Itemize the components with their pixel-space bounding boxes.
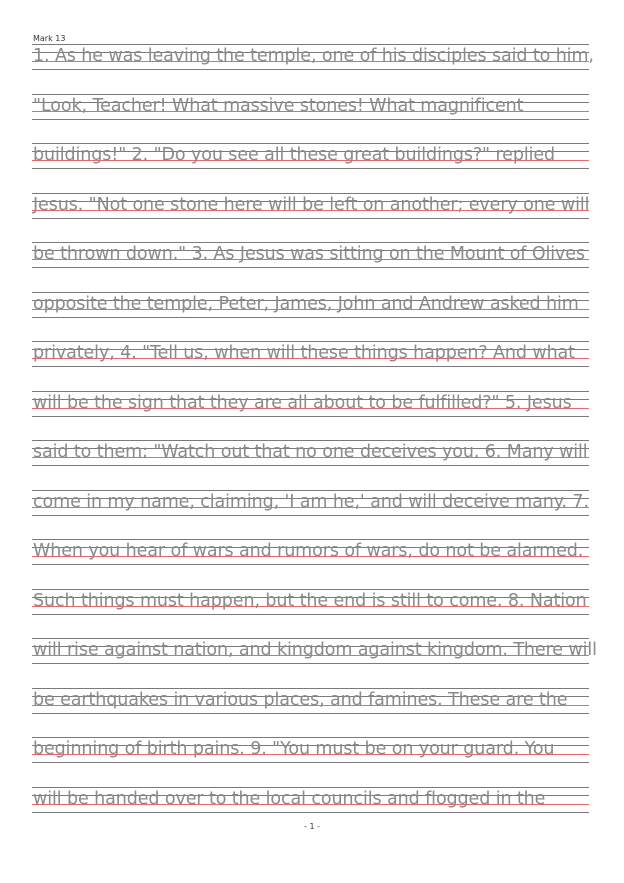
tracing-line <box>32 589 589 639</box>
tracing-line <box>32 143 589 193</box>
trace-text: said to them: "Watch out that no one deceives you. 6. Many will <box>33 442 588 462</box>
descender-rule <box>32 267 589 268</box>
tracing-line <box>32 341 589 391</box>
descender-rule <box>32 812 589 813</box>
trace-text: Such things must happen, but the end is still to come. 8. Nation <box>33 590 587 611</box>
trace-text: beginning of birth pains. 9. "You must be on your guard. You <box>33 739 555 759</box>
descender-rule <box>32 515 589 516</box>
page-number: - 1 - <box>304 822 320 831</box>
page-header: Mark 13 <box>33 34 66 43</box>
tracing-line <box>32 638 597 688</box>
descender-rule <box>32 168 589 169</box>
tracing-line <box>32 539 589 589</box>
trace-text: Jesus. "Not one stone here will be left on another; every one will <box>33 194 590 215</box>
trace-text: When you hear of wars and rumors of wars, do not be alarmed. <box>33 541 584 561</box>
tracing-line <box>32 490 589 540</box>
descender-rule <box>32 69 589 70</box>
descender-rule <box>32 366 589 367</box>
tracing-lines <box>32 44 597 836</box>
descender-rule <box>32 663 589 664</box>
tracing-line <box>32 292 589 342</box>
descender-rule <box>32 119 589 120</box>
trace-text: buildings!" 2. "Do you see all these great buildings?" replied <box>33 145 556 165</box>
tracing-line <box>32 737 589 787</box>
descender-rule <box>32 564 589 565</box>
trace-text: opposite the temple, Peter, James, John and Andrew asked him <box>33 293 579 314</box>
trace-text: be thrown down." 3. As Jesus was sitting on the Mount of Olives <box>33 244 585 264</box>
trace-text: will rise against nation, and kingdom against kingdom. There will <box>33 640 597 660</box>
tracing-line <box>32 242 589 292</box>
descender-rule <box>32 614 589 615</box>
descender-rule <box>32 317 589 318</box>
trace-text: will be the sign that they are all about to be fulfilled?" 5. Jesus <box>33 392 572 413</box>
descender-rule <box>32 762 589 763</box>
trace-text: come in my name, claiming, 'I am he,' and will deceive many. 7. <box>33 491 589 512</box>
tracing-line <box>32 44 594 94</box>
trace-text: will be handed over to the local councils and flogged in the <box>33 788 546 809</box>
tracing-line <box>32 688 589 738</box>
trace-text: privately, 4. "Tell us, when will these things happen? And what <box>33 343 575 363</box>
tracing-line <box>32 94 589 144</box>
trace-text: 1. As he was leaving the temple, one of his disciples said to him, <box>33 46 594 66</box>
descender-rule <box>32 465 589 466</box>
trace-text: "Look, Teacher! What massive stones! What magnificent <box>33 95 524 116</box>
descender-rule <box>32 218 589 219</box>
tracing-line <box>32 440 589 490</box>
trace-text: be earthquakes in various places, and famines. These are the <box>33 689 568 710</box>
tracing-line <box>32 391 589 441</box>
descender-rule <box>32 416 589 417</box>
descender-rule <box>32 713 589 714</box>
tracing-line <box>32 193 589 243</box>
